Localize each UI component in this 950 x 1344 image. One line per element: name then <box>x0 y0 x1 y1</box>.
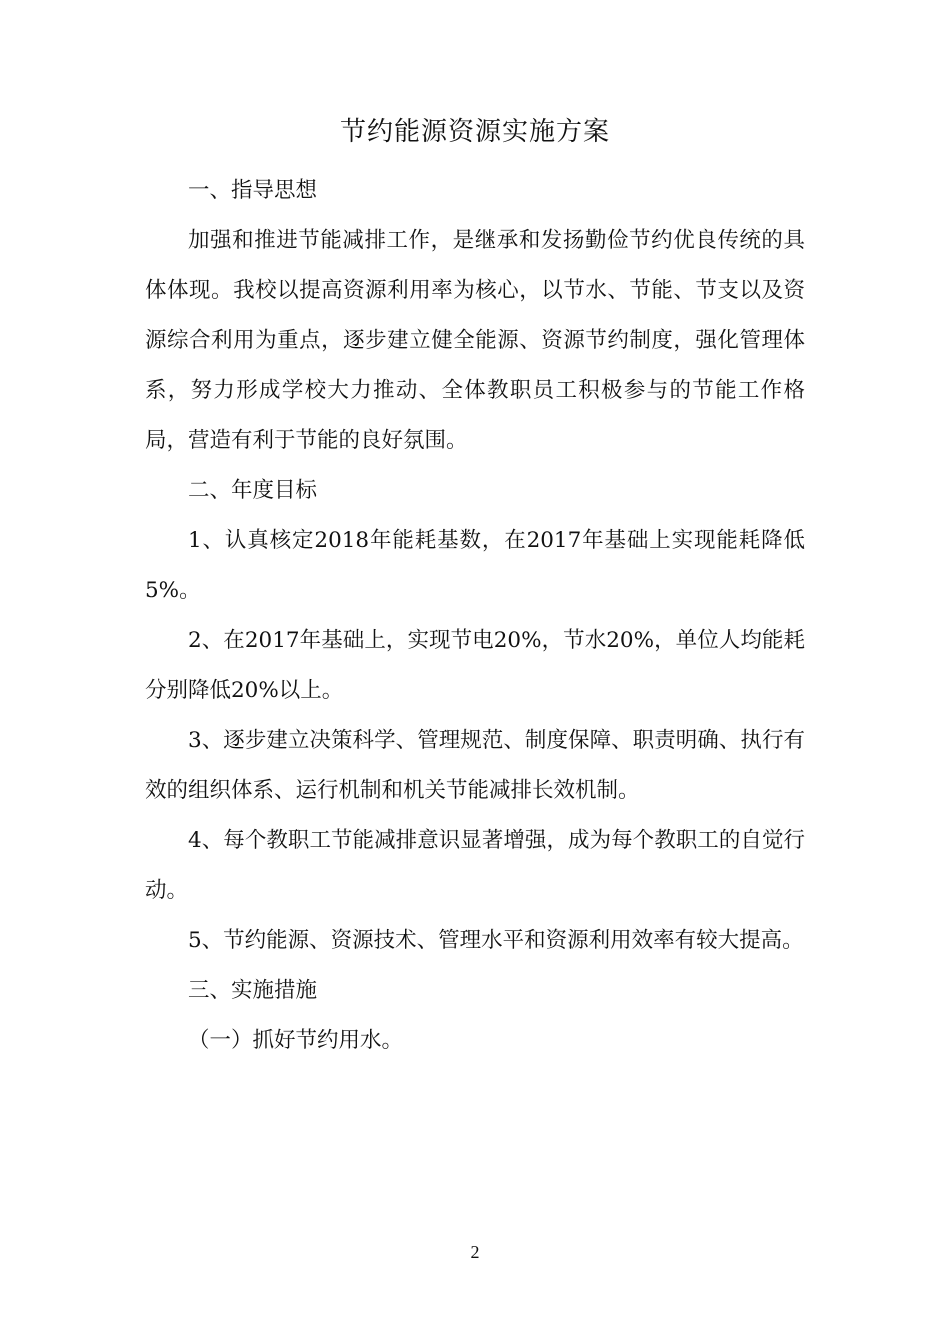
page-number: 2 <box>470 1242 480 1262</box>
section-heading-guiding-ideology: 一、指导思想 <box>188 178 318 203</box>
goal-item-4: 4、每个教职工节能减排意识显著增强，成为每个教职工的自觉行动。 <box>145 828 805 903</box>
document-body <box>145 166 805 1066</box>
section-heading-measures: 三、实施措施 <box>188 978 318 1003</box>
subsection-heading-water-saving: （一）抓好节约用水。 <box>188 1028 404 1053</box>
document-title: 节约能源资源实施方案 <box>339 117 610 147</box>
paragraph-guiding-ideology: 加强和推进节能减排工作，是继承和发扬勤俭节约优良传统的具体体现。我校以提高资源利用率为核心，以节水、节能、节支以及资源综合利用为重点，逐步建立健全能源、资源节约制度，强化管理体系，努力形成学校大力推动、全体教职员工积极参与的节能工作格局，营造有利于节能的良好氛围。 <box>145 228 805 453</box>
goal-item-2: 2、在2017年基础上，实现节电20%，节水20%，单位人均能耗分别降低20%以上。 <box>145 628 805 703</box>
section-heading-annual-goals: 二、年度目标 <box>188 478 318 503</box>
goal-item-3: 3、逐步建立决策科学、管理规范、制度保障、职责明确、执行有效的组织体系、运行机制和机关节能减排长效机制。 <box>145 728 805 803</box>
goal-item-5: 5、节约能源、资源技术、管理水平和资源利用效率有较大提高。 <box>188 928 804 953</box>
goal-item-1: 1、认真核定2018年能耗基数，在2017年基础上实现能耗降低5%。 <box>145 528 805 603</box>
